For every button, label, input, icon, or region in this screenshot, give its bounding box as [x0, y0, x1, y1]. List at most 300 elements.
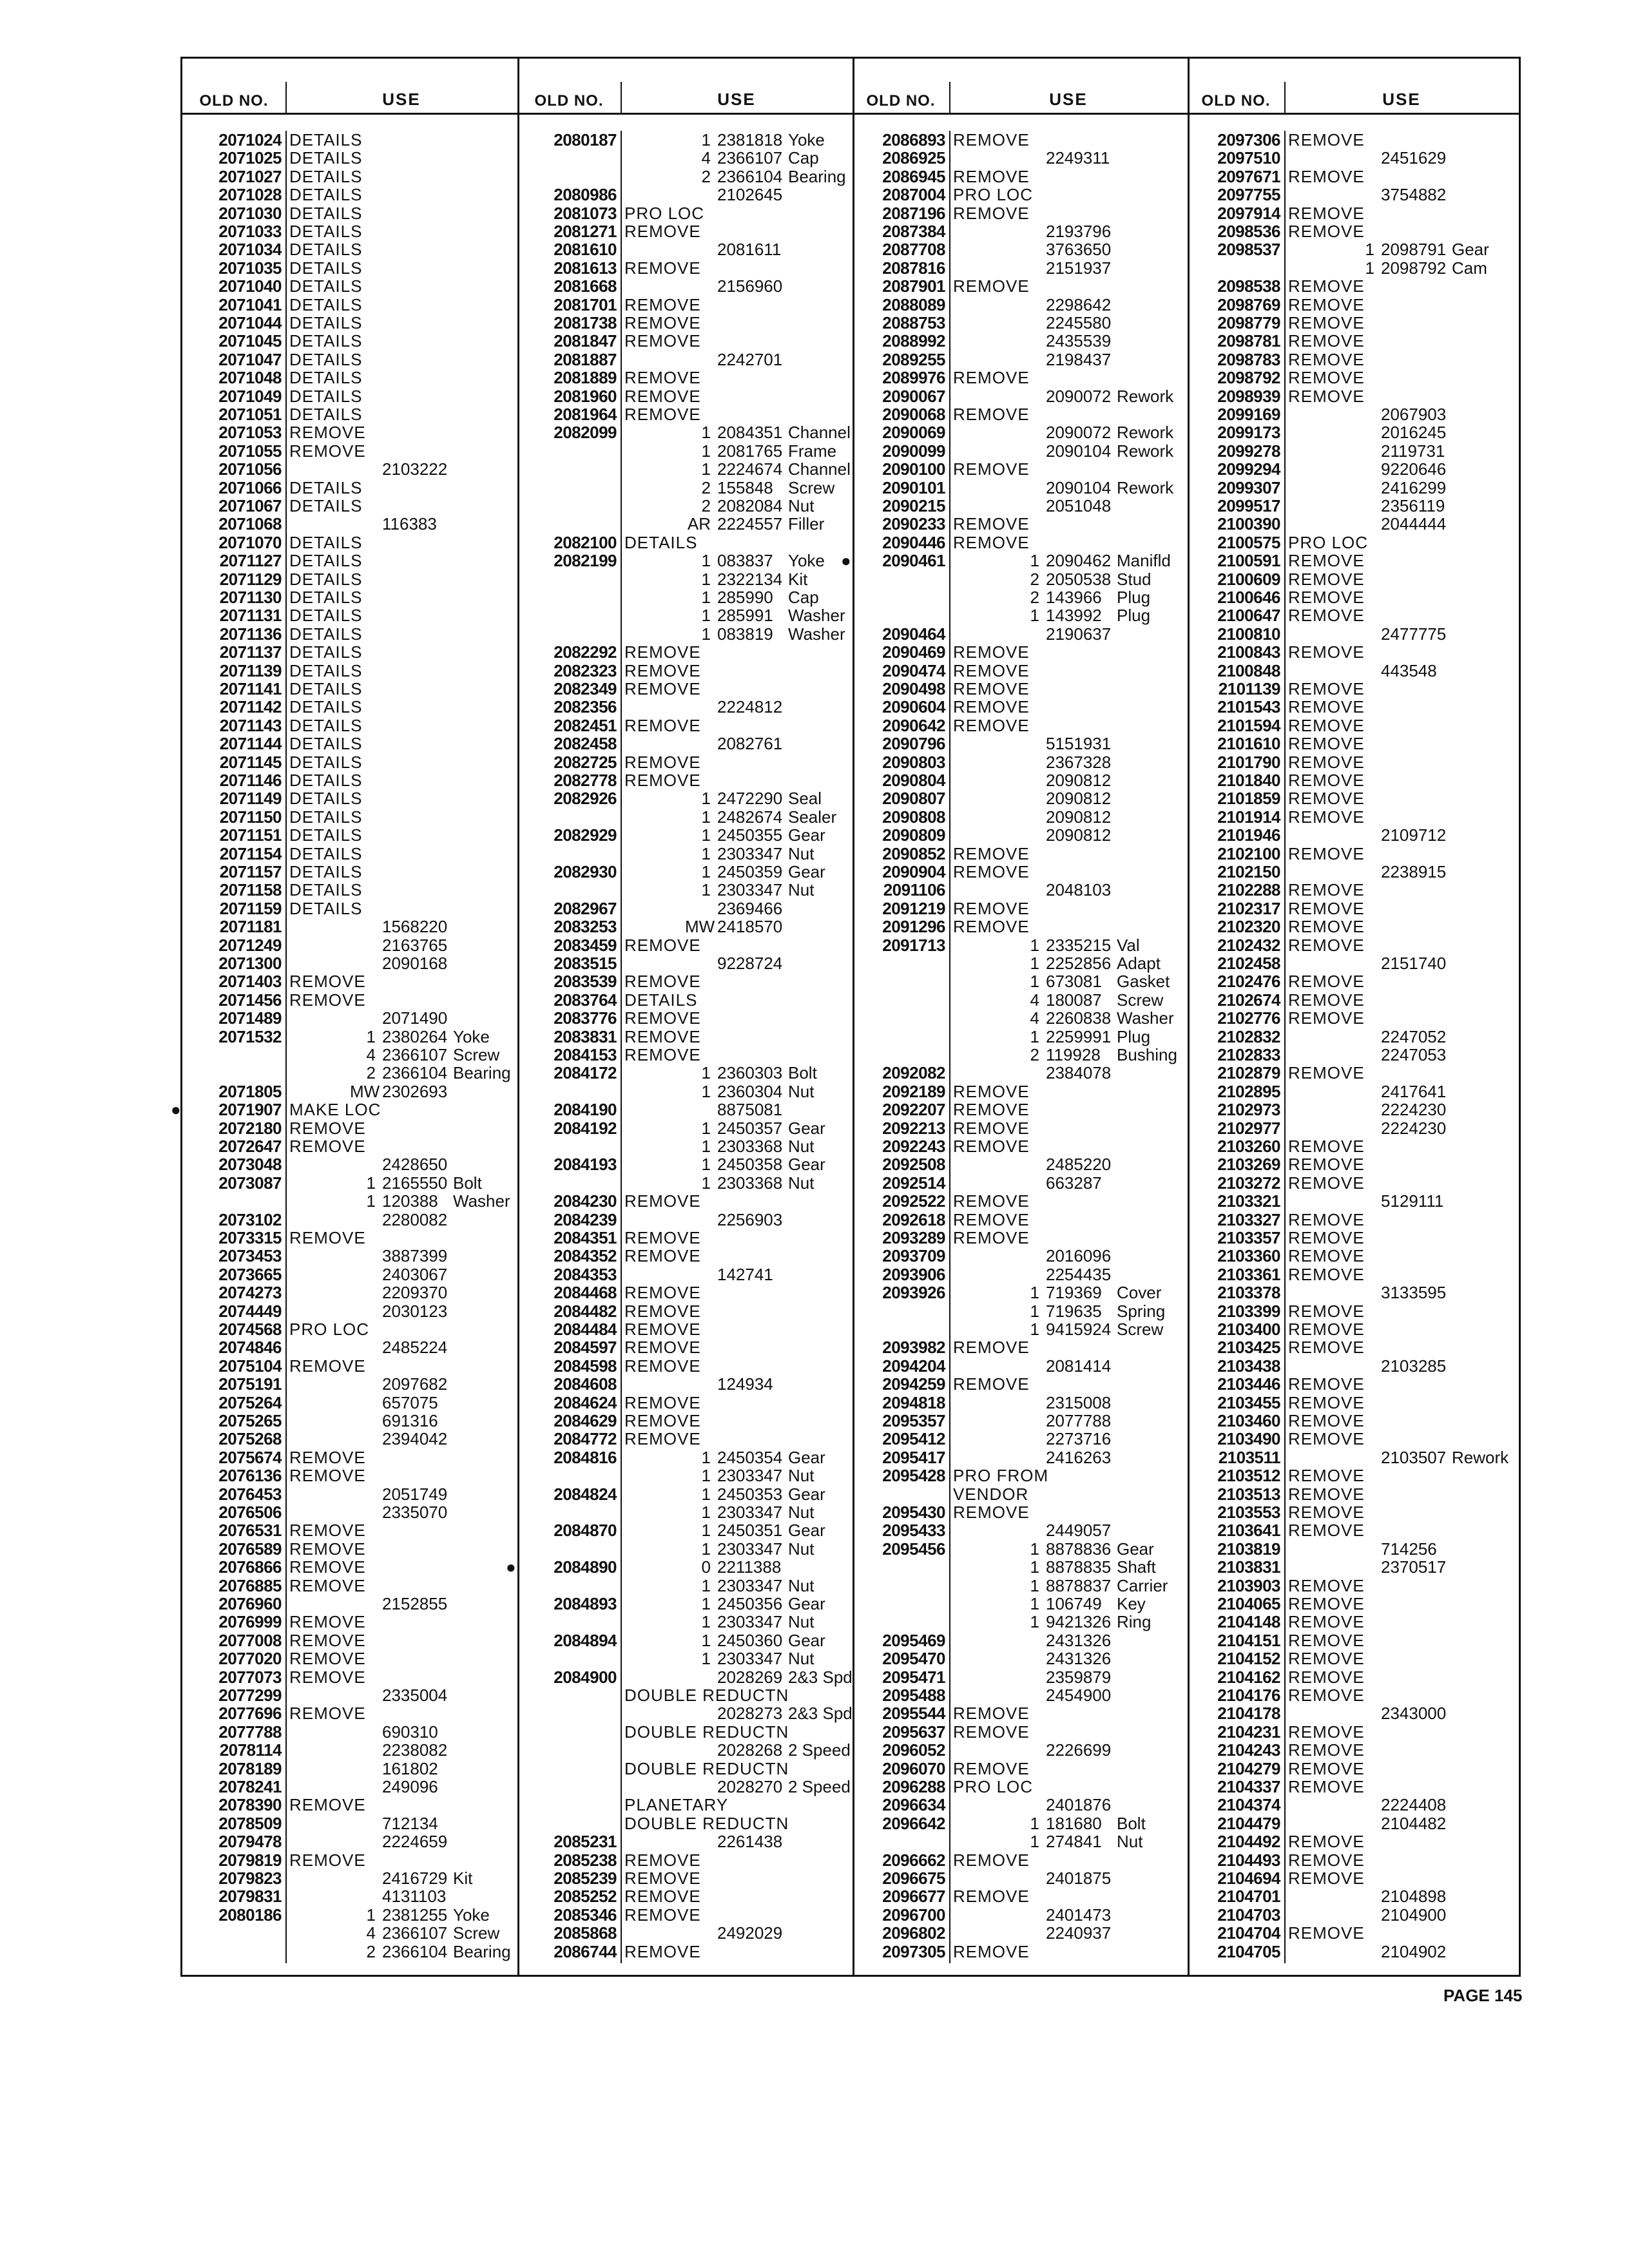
table-row: [182, 698, 517, 716]
old-number: 2076531: [218, 1521, 282, 1541]
part-number: 2090812: [1046, 789, 1112, 809]
table-row: [1188, 1851, 1519, 1869]
table-row: [1188, 515, 1519, 533]
old-number: 2081889: [554, 368, 617, 388]
table-row: [182, 1485, 517, 1503]
table-row: [517, 588, 853, 606]
old-number: 2103400: [1217, 1320, 1280, 1339]
table-row: [182, 442, 517, 460]
use-action: REMOVE: [624, 313, 701, 332]
part-number: 2254435: [1046, 1264, 1112, 1284]
table-row: [1188, 1778, 1519, 1796]
table-row: [517, 1924, 853, 1942]
part-number: 663287: [1046, 1173, 1102, 1193]
part-number: 2247052: [1381, 1026, 1447, 1046]
table-row: [182, 1064, 517, 1082]
table-row: [182, 240, 517, 258]
use-action: REMOVE: [624, 1392, 701, 1412]
old-number: 2103460: [1217, 1411, 1280, 1430]
old-number: 2101790: [1217, 752, 1280, 772]
old-number: 2100843: [1217, 642, 1280, 662]
table-row: [1188, 204, 1519, 222]
table-column-1: [171, 59, 517, 1975]
old-number: 2085238: [554, 1850, 617, 1870]
use-action: DETAILS: [289, 276, 363, 296]
part-number: 712134: [382, 1813, 438, 1833]
old-number: 2096288: [882, 1777, 945, 1796]
table-row: [1188, 1046, 1519, 1064]
table-row: [1188, 771, 1519, 789]
quantity: 1: [1030, 1557, 1039, 1577]
use-action: REMOVE: [953, 843, 1030, 863]
table-row: [182, 1412, 517, 1430]
part-number: 2303347: [717, 1575, 783, 1595]
table-row: [1188, 296, 1519, 314]
table-row: [517, 1229, 853, 1247]
old-number: 2084900: [554, 1667, 617, 1687]
old-number: 2071048: [218, 368, 282, 388]
table-row: [517, 1686, 853, 1704]
old-number: 2103272: [1217, 1173, 1280, 1193]
use-action: DETAILS: [289, 789, 363, 809]
part-description: Cover: [1117, 1283, 1162, 1303]
table-row: [853, 479, 1188, 497]
part-number: 155848: [717, 477, 773, 497]
table-row: [1188, 606, 1519, 624]
old-number: 2073048: [218, 1155, 282, 1175]
table-row: [517, 1668, 853, 1686]
old-number: 2090068: [882, 405, 945, 424]
table-row: [517, 845, 853, 863]
old-number: 2084893: [554, 1594, 617, 1613]
use-action: REMOVE: [1288, 1301, 1365, 1321]
table-row: [853, 991, 1188, 1009]
old-number: 2084890: [554, 1557, 617, 1577]
part-number: 2492029: [717, 1923, 783, 1943]
table-row: [517, 240, 853, 258]
table-row: [1188, 1302, 1519, 1320]
use-action: REMOVE: [289, 1612, 366, 1632]
table-row: [517, 899, 853, 918]
old-number: 2099278: [1217, 441, 1280, 461]
table-row: [517, 1137, 853, 1155]
old-number: 2099169: [1217, 405, 1280, 424]
header-divider: [285, 82, 287, 113]
old-number: 2071157: [219, 862, 282, 881]
use-action: REMOVE: [953, 642, 1030, 662]
use-action: REMOVE: [953, 1137, 1030, 1156]
part-number: 2252856: [1046, 954, 1112, 973]
use-action: PRO LOC: [289, 1320, 370, 1339]
part-description: Nut: [788, 880, 815, 900]
old-number: 2071139: [219, 660, 282, 680]
bullet-marker: ●: [506, 1557, 516, 1577]
table-row: [853, 1430, 1188, 1448]
old-number: 2084482: [554, 1301, 617, 1321]
use-action: REMOVE: [953, 1941, 1030, 1961]
use-action: REMOVE: [289, 1447, 366, 1467]
use-action: REMOVE: [624, 715, 701, 735]
old-number: 2104492: [1217, 1832, 1280, 1852]
old-number: 2080986: [554, 185, 617, 205]
table-row: [853, 771, 1188, 789]
use-action: DETAILS: [289, 222, 363, 241]
table-row: [1188, 1503, 1519, 1521]
table-row: [853, 1778, 1188, 1796]
quantity: 1: [1365, 258, 1374, 278]
old-number: 2097510: [1217, 148, 1280, 168]
table-row: [182, 1394, 517, 1412]
old-number: 2093982: [882, 1338, 945, 1358]
old-number: 2094818: [882, 1392, 945, 1412]
old-number: 2101543: [1217, 697, 1280, 717]
table-row: [1188, 735, 1519, 753]
part-number: 2103507: [1381, 1447, 1447, 1467]
part-description: Bearing: [788, 166, 846, 186]
header-rule: [182, 113, 517, 115]
old-number: 2071053: [218, 423, 282, 443]
table-row: [517, 1778, 853, 1796]
use-action: DETAILS: [289, 624, 363, 644]
part-number: 719635: [1046, 1301, 1102, 1321]
use-action: REMOVE: [624, 331, 701, 351]
old-number: 2092618: [882, 1209, 945, 1229]
table-row: [1188, 1558, 1519, 1576]
table-row: [517, 387, 853, 405]
table-row: [517, 625, 853, 643]
table-row: [853, 1119, 1188, 1137]
table-row: [517, 277, 853, 295]
use-action: REMOVE: [1288, 1411, 1365, 1430]
use-action: REMOVE: [289, 1795, 366, 1815]
part-number: 673081: [1046, 972, 1102, 992]
column-header: [853, 59, 1188, 110]
table-row: [853, 662, 1188, 680]
part-description: Nut: [788, 843, 815, 863]
table-row: [1188, 552, 1519, 570]
use-action: DETAILS: [289, 258, 363, 278]
table-row: [182, 1046, 517, 1064]
quantity: 1: [701, 1466, 711, 1486]
table-row: [1188, 808, 1519, 826]
use-action: REMOVE: [1288, 1521, 1365, 1541]
part-number: 249096: [382, 1777, 438, 1796]
table-row: [182, 771, 517, 789]
part-description: Ring: [1117, 1612, 1152, 1632]
use-action: REMOVE: [953, 1118, 1030, 1138]
use-action: DETAILS: [289, 130, 363, 149]
table-row: [1188, 1064, 1519, 1082]
table-row: [517, 1046, 853, 1064]
table-row: [1188, 588, 1519, 606]
part-description: Adapt: [1117, 954, 1161, 973]
quantity: 1: [1030, 1539, 1039, 1559]
table-row: [1188, 497, 1519, 515]
quantity: 1: [701, 843, 711, 863]
old-number: 2075674: [218, 1447, 282, 1467]
table-row: [853, 1906, 1188, 1924]
part-number: 714256: [1381, 1539, 1437, 1559]
part-number: 2315008: [1046, 1392, 1112, 1412]
old-number: 2078509: [218, 1813, 282, 1833]
use-action: PRO LOC: [1288, 532, 1369, 552]
part-number: 690310: [382, 1722, 438, 1742]
table-row: [517, 1741, 853, 1759]
old-number: 2076866: [218, 1557, 282, 1577]
quantity: 1: [701, 1155, 711, 1175]
table-row: [182, 1613, 517, 1631]
header-rule: [1188, 113, 1519, 115]
part-number: 2028273: [717, 1704, 783, 1724]
use-action: REMOVE: [1288, 990, 1365, 1010]
quantity: 2: [1030, 569, 1039, 589]
part-number: 2082084: [717, 496, 783, 515]
table-row: [517, 1595, 853, 1613]
quantity: 1: [701, 880, 711, 900]
use-action: REMOVE: [953, 130, 1030, 149]
part-description: Bearing: [453, 1063, 511, 1083]
part-number: 124934: [717, 1374, 773, 1394]
part-number: 2485224: [382, 1338, 448, 1358]
part-number: 2303347: [717, 1539, 783, 1559]
part-number: 2369466: [717, 898, 783, 918]
part-description: Screw: [1117, 1320, 1164, 1339]
old-number: 2104493: [1217, 1850, 1280, 1870]
use-action: DETAILS: [289, 496, 363, 515]
use-action: DETAILS: [289, 313, 363, 332]
old-number: 2102895: [1217, 1081, 1280, 1101]
part-description: Gear: [788, 1630, 825, 1650]
table-row: [182, 1943, 517, 1961]
table-row: [517, 863, 853, 881]
part-number: 2090104: [1046, 477, 1112, 497]
quantity: 1: [701, 789, 711, 809]
use-action: REMOVE: [624, 386, 701, 406]
table-row: [182, 954, 517, 972]
table-row: [853, 186, 1188, 204]
old-number: 2084230: [554, 1191, 617, 1211]
table-row: [853, 1869, 1188, 1887]
table-row: [182, 405, 517, 423]
old-number: 2103360: [1217, 1246, 1280, 1266]
part-description: Gasket: [1117, 972, 1170, 992]
old-no-header: OLD NO.: [199, 92, 269, 110]
old-number: 2071024: [218, 130, 282, 149]
part-number: 2211388: [717, 1557, 782, 1577]
use-action: REMOVE: [624, 368, 701, 388]
part-description: Nut: [788, 1137, 815, 1156]
table-row: [182, 918, 517, 936]
old-number: 2071150: [219, 807, 282, 827]
part-number: 2028269: [717, 1667, 783, 1687]
old-number: 2071145: [219, 752, 282, 772]
use-action: REMOVE: [1288, 386, 1365, 406]
use-action: REMOVE: [953, 917, 1030, 937]
part-description: Washer: [788, 624, 845, 644]
table-row: [517, 497, 853, 515]
part-number: 143992: [1046, 606, 1102, 626]
old-number: 2090069: [882, 423, 945, 443]
table-row: [1188, 314, 1519, 332]
table-row: [1188, 1283, 1519, 1302]
part-number: 2450355: [717, 825, 783, 845]
header-rule: [853, 113, 1188, 115]
use-action: DETAILS: [289, 331, 363, 351]
table-row: [517, 826, 853, 844]
table-row: [1188, 1192, 1519, 1210]
quantity: 1: [701, 1447, 711, 1467]
part-description: Nut: [788, 1612, 815, 1632]
table-row: [517, 1302, 853, 1320]
part-description: Nut: [788, 1503, 815, 1522]
use-action: REMOVE: [953, 1374, 1030, 1394]
table-row: [1188, 1649, 1519, 1667]
part-description: Yoke: [788, 130, 825, 149]
part-number: 2238915: [1381, 862, 1447, 881]
table-row: [517, 479, 853, 497]
table-row: [517, 351, 853, 369]
part-description: Washer: [788, 606, 845, 626]
table-row: [182, 808, 517, 826]
old-number: 2085252: [554, 1887, 617, 1907]
part-description: 2 Speed: [788, 1740, 851, 1760]
table-row: [1188, 149, 1519, 167]
table-row: [517, 1375, 853, 1393]
part-number: 2151937: [1046, 258, 1112, 278]
quantity: 1: [701, 1118, 711, 1138]
quantity: MW: [350, 1081, 380, 1101]
part-number: 116383: [382, 514, 437, 534]
part-number: 120388: [382, 1191, 438, 1211]
use-action: DETAILS: [289, 843, 363, 863]
use-action: REMOVE: [1288, 1374, 1365, 1394]
table-row: [853, 1412, 1188, 1430]
old-number: 2071151: [219, 825, 282, 845]
use-action: REMOVE: [953, 1081, 1030, 1101]
old-number: 2095456: [882, 1539, 945, 1559]
table-row: [182, 1119, 517, 1137]
old-number: 2071143: [219, 715, 282, 735]
table-row: [1188, 332, 1519, 350]
table-row: [1188, 716, 1519, 735]
old-number: 2071047: [218, 349, 282, 369]
table-row: [517, 1631, 853, 1649]
part-number: 2403067: [382, 1264, 448, 1284]
use-action: DETAILS: [289, 679, 363, 698]
quantity: 1: [701, 1081, 711, 1101]
old-number: 2082356: [554, 697, 617, 717]
use-action: MAKE LOC: [289, 1100, 381, 1120]
table-row: [182, 1851, 517, 1869]
table-row: [1188, 698, 1519, 716]
use-action: REMOVE: [1288, 1484, 1365, 1504]
old-number: 2096802: [882, 1923, 945, 1943]
use-action: PRO LOC: [624, 203, 705, 223]
part-number: 2367328: [1046, 752, 1112, 772]
part-number: 2109712: [1381, 825, 1447, 845]
table-row: [182, 1375, 517, 1393]
quantity: 2: [1030, 588, 1039, 607]
part-number: 2477775: [1381, 624, 1447, 644]
use-action: REMOVE: [289, 990, 366, 1010]
table-row: [853, 1943, 1188, 1961]
old-number: 2076453: [218, 1484, 282, 1504]
use-action: REMOVE: [624, 1411, 701, 1430]
use-action: DETAILS: [289, 386, 363, 406]
table-row: [1188, 991, 1519, 1009]
part-number: 2240937: [1046, 1923, 1112, 1943]
part-number: 2416299: [1381, 477, 1447, 497]
table-row: [853, 881, 1188, 899]
old-number: 2087708: [882, 240, 945, 260]
table-row: [517, 1009, 853, 1027]
part-number: 2102645: [717, 185, 783, 205]
old-number: 2092514: [882, 1173, 945, 1193]
old-number: 2081738: [554, 313, 617, 332]
part-number: 2224408: [1381, 1795, 1447, 1815]
table-row: [182, 497, 517, 515]
part-number: 691316: [382, 1411, 438, 1430]
part-number: 2242701: [717, 349, 783, 369]
table-row: [853, 1137, 1188, 1155]
table-row: [182, 680, 517, 698]
part-number: 2435539: [1046, 331, 1112, 351]
table-row: [517, 1211, 853, 1229]
use-action: REMOVE: [624, 1869, 701, 1888]
table-row: [853, 1338, 1188, 1356]
use-header: USE: [717, 90, 756, 109]
use-action: DETAILS: [289, 185, 363, 205]
table-row: [1188, 1338, 1519, 1356]
part-number: 4131103: [382, 1887, 447, 1907]
table-row: [1188, 680, 1519, 698]
part-number: 2303347: [717, 1466, 783, 1486]
use-action: REMOVE: [1288, 1850, 1365, 1870]
header-rule: [517, 113, 853, 115]
table-row: [517, 1320, 853, 1338]
old-number: 2082292: [554, 642, 617, 662]
old-number: 2102100: [1217, 843, 1280, 863]
part-number: 2198437: [1046, 349, 1112, 369]
part-description: Channel: [788, 423, 851, 443]
part-number: 3133595: [1381, 1283, 1447, 1303]
part-number: 2104482: [1381, 1813, 1447, 1833]
old-number: 2095544: [882, 1704, 945, 1724]
part-number: 2016245: [1381, 423, 1447, 443]
table-row: [182, 1283, 517, 1302]
part-description: Bolt: [788, 1063, 817, 1083]
old-number: 2096662: [882, 1850, 945, 1870]
old-number: 2102674: [1217, 990, 1280, 1010]
table-row: [182, 1192, 517, 1210]
old-number: 2071805: [218, 1081, 282, 1101]
part-number: 2224557: [717, 514, 783, 534]
table-row: [853, 1046, 1188, 1064]
old-number: 2090642: [882, 715, 945, 735]
old-number: 2081964: [554, 405, 617, 424]
use-action: REMOVE: [1288, 368, 1365, 388]
use-action: REMOVE: [1288, 588, 1365, 607]
table-row: [182, 351, 517, 369]
old-number: 2076506: [218, 1503, 282, 1522]
use-action: REMOVE: [1288, 1923, 1365, 1943]
old-number: 2082100: [554, 532, 617, 552]
table-row: [853, 1595, 1188, 1613]
table-row: [1188, 899, 1519, 918]
old-number: 2100647: [1217, 606, 1280, 626]
use-action: REMOVE: [1288, 1777, 1365, 1796]
table-row: [853, 1558, 1188, 1576]
